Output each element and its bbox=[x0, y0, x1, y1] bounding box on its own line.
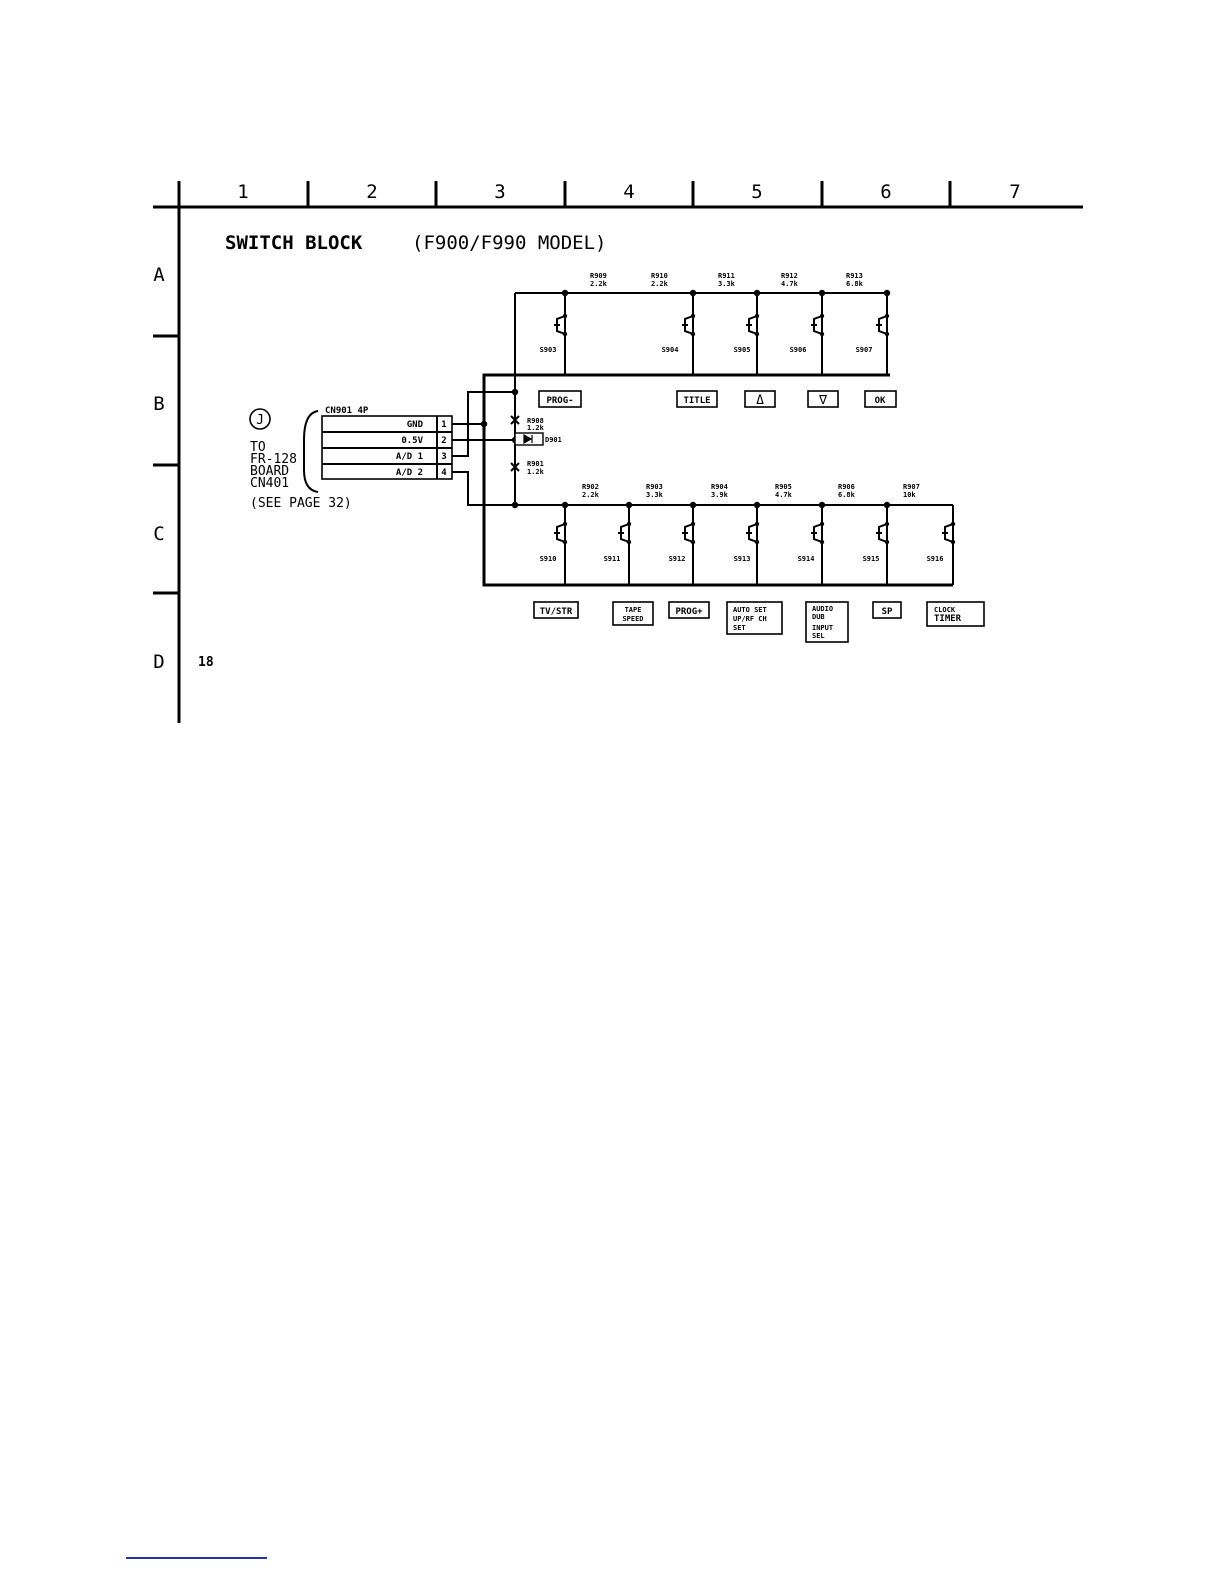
column-label-1: 1 bbox=[237, 181, 249, 203]
center-lower-resistor-ref: R901 bbox=[527, 460, 544, 468]
upper-resistor-value-5: 6.8k bbox=[846, 280, 863, 288]
lower-resistor-value-5: 6.8k bbox=[838, 491, 855, 499]
lower-resistor-ref-1: R902 bbox=[582, 483, 599, 491]
lower-switch-ref-2: S911 bbox=[603, 555, 621, 563]
button-label-prog-plus: PROG+ bbox=[675, 607, 703, 617]
pin-signal-gnd: GND bbox=[406, 420, 423, 430]
column-label-6: 6 bbox=[880, 181, 892, 203]
pin-number-1: 1 bbox=[441, 420, 447, 430]
connector-to-line-3: BOARD bbox=[250, 464, 290, 479]
lower-resistor-ref-6: R907 bbox=[903, 483, 920, 491]
row-label-d: D bbox=[153, 651, 165, 673]
pin-number-2: 2 bbox=[441, 436, 447, 446]
row-label-c: C bbox=[153, 523, 165, 545]
center-upper-resistor-value: 1.2k bbox=[527, 424, 544, 432]
upper-resistor-value-2: 2.2k bbox=[651, 280, 668, 288]
lower-switch-ref-4: S913 bbox=[733, 555, 751, 563]
upper-switch-ref-5: S907 bbox=[855, 346, 873, 354]
lower-switch-7 bbox=[942, 505, 955, 585]
upper-switch-ref-1: S903 bbox=[539, 346, 557, 354]
lower-switch-4 bbox=[746, 502, 760, 585]
button-label-set: SET bbox=[733, 624, 746, 632]
lower-switch-2 bbox=[618, 502, 632, 585]
lower-switch-3 bbox=[682, 502, 696, 585]
upper-resistor-value-4: 4.7k bbox=[781, 280, 798, 288]
lower-resistor-ref-4: R905 bbox=[775, 483, 792, 491]
pin-signal-ad1: A/D 1 bbox=[395, 452, 423, 462]
connector-to-line-2: FR-128 bbox=[250, 452, 297, 467]
button-label-up-rf-ch: UP/RF CH bbox=[733, 615, 767, 623]
lower-switch-ref-3: S912 bbox=[668, 555, 686, 563]
led-d901 bbox=[515, 433, 543, 445]
upper-switch-ref-4: S906 bbox=[789, 346, 807, 354]
button-label-tv-str: TV/STR bbox=[539, 607, 573, 617]
button-label-sel: SEL bbox=[812, 632, 825, 640]
button-label-dub: DUB bbox=[812, 613, 825, 621]
lower-switch-5 bbox=[811, 502, 825, 585]
upper-switch-5 bbox=[876, 290, 890, 375]
connector-ref: CN901 4P bbox=[325, 406, 369, 416]
led-ref: D901 bbox=[545, 436, 562, 444]
button-label-input: INPUT bbox=[812, 624, 834, 632]
connector-to-line-4: CN401 bbox=[250, 476, 290, 491]
lower-resistor-ref-2: R903 bbox=[646, 483, 663, 491]
button-label-speed: SPEED bbox=[622, 615, 644, 623]
column-label-7: 7 bbox=[1009, 181, 1021, 203]
column-label-5: 5 bbox=[751, 181, 763, 203]
lower-resistor-value-3: 3.9k bbox=[711, 491, 728, 499]
upper-resistor-value-3: 3.3k bbox=[718, 280, 735, 288]
upper-resistor-ref-5: R913 bbox=[846, 272, 863, 280]
lower-switch-1 bbox=[554, 502, 568, 585]
button-label-prog-minus: PROG- bbox=[546, 396, 574, 406]
button-label-tape: TAPE bbox=[624, 606, 642, 614]
pin-signal-0-5v: 0.5V bbox=[401, 436, 423, 446]
lower-resistor-value-2: 3.3k bbox=[646, 491, 663, 499]
column-label-3: 3 bbox=[494, 181, 506, 203]
lower-switch-6 bbox=[876, 502, 890, 585]
button-label-sp: SP bbox=[881, 607, 893, 617]
connector-block bbox=[322, 416, 452, 479]
column-label-2: 2 bbox=[366, 181, 378, 203]
row-label-a: A bbox=[153, 264, 165, 286]
lower-resistor-ref-5: R906 bbox=[838, 483, 855, 491]
upper-resistor-ref-4: R912 bbox=[781, 272, 798, 280]
button-label-clock: CLOCK bbox=[934, 606, 956, 614]
connector-marker-label: J bbox=[256, 413, 264, 428]
lower-resistor-value-1: 2.2k bbox=[582, 491, 599, 499]
upper-switch-ref-2: S904 bbox=[661, 346, 679, 354]
lower-resistor-ref-3: R904 bbox=[711, 483, 728, 491]
lower-switch-ref-5: S914 bbox=[797, 555, 815, 563]
connector-to-line-1: TO bbox=[250, 440, 266, 455]
upper-switch-2 bbox=[682, 290, 696, 375]
page-number: 18 bbox=[198, 655, 214, 670]
pin-number-4: 4 bbox=[441, 468, 447, 478]
button-label-audio: AUDIO bbox=[812, 605, 834, 613]
connector-brace bbox=[304, 411, 318, 492]
upper-switch-ref-3: S905 bbox=[733, 346, 751, 354]
button-label-timer: TIMER bbox=[934, 614, 962, 624]
lower-switch-ref-1: S910 bbox=[539, 555, 557, 563]
row-label-b: B bbox=[153, 393, 165, 415]
button-label-title: TITLE bbox=[683, 396, 711, 406]
footer-rule bbox=[126, 1557, 267, 1559]
junction-lower bbox=[512, 502, 518, 508]
diagram-title-model: (F900/F990 MODEL) bbox=[412, 232, 607, 254]
upper-switch-3 bbox=[746, 290, 760, 375]
lower-switch-ref-7: S916 bbox=[926, 555, 944, 563]
upper-resistor-ref-3: R911 bbox=[718, 272, 735, 280]
lower-switch-ref-6: S915 bbox=[862, 555, 880, 563]
junction-upper bbox=[512, 389, 518, 395]
button-label-up: Δ bbox=[756, 393, 764, 408]
connector-see-page: (SEE PAGE 32) bbox=[250, 496, 352, 511]
upper-resistor-value-1: 2.2k bbox=[590, 280, 607, 288]
button-label-ok: OK bbox=[874, 396, 886, 406]
junction-gnd bbox=[481, 421, 487, 427]
pin-number-3: 3 bbox=[441, 452, 447, 462]
center-upper-resistor-ref: R908 bbox=[527, 417, 544, 425]
button-label-down: ∇ bbox=[819, 393, 827, 408]
button-label-auto-set: AUTO SET bbox=[733, 606, 767, 614]
lower-resistor-value-6: 10k bbox=[903, 491, 916, 499]
pin-signal-ad2: A/D 2 bbox=[395, 468, 423, 478]
upper-switch-4 bbox=[811, 290, 825, 375]
center-lower-resistor-value: 1.2k bbox=[527, 468, 544, 476]
column-label-4: 4 bbox=[623, 181, 635, 203]
lower-resistor-value-4: 4.7k bbox=[775, 491, 792, 499]
upper-switch-1 bbox=[554, 290, 568, 375]
upper-resistor-ref-1: R909 bbox=[590, 272, 607, 280]
diagram-title-bold: SWITCH BLOCK bbox=[225, 232, 363, 254]
upper-resistor-ref-2: R910 bbox=[651, 272, 668, 280]
